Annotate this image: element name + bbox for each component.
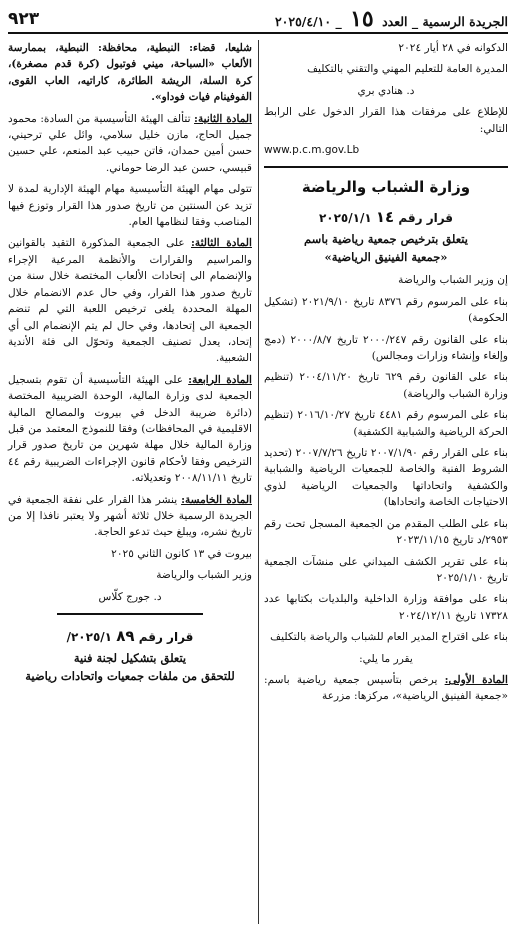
- decree-2-label: قرار رقم: [138, 630, 194, 644]
- previous-decree-signer: د. هنادي بري: [357, 84, 415, 97]
- article-1-location: شليعا، قضاء: النبطية، محافظة: النبطية، بممارسة الألعاب: [8, 42, 252, 71]
- decree-intro: إن وزير الشباب والرياضة: [398, 274, 508, 287]
- recital-3: بناء على القانون رقم ٦٢٩ تاريخ ٢٠٠٤/١١/٢٠ (تنظيم وزارة الشباب والرياضة): [264, 371, 508, 400]
- decree-date: ٢٠٢٥/١/١: [318, 210, 372, 225]
- decree-2-number: ٨٩: [116, 627, 135, 645]
- left-column: [8, 40, 252, 928]
- article-4-label: المادة الرابعة:: [188, 373, 252, 386]
- article-1-text: يرخص بتأسيس جمعية رياضية باسم: «جمعية الفينيق الرياضية»، مركزها: مزرعة: [264, 673, 508, 703]
- article-2-label: المادة الثانية:: [194, 112, 253, 125]
- article-5-text: ينشر هذا القرار على نفقة الجمعية في الجريدة الرسمية خلال ثلاثة أشهر ولا يعتبر نافذا إلا من تاريخ نشره، ويبلغ حيث تدعو الحاجة.: [8, 493, 252, 539]
- article-4: [8, 372, 252, 487]
- decree-heading: [264, 206, 508, 229]
- decree-2-subject: [8, 650, 252, 686]
- annex-note: للإطلاع على مرفقات هذا القرار الدخول على الرابط التالي:: [264, 106, 508, 135]
- signature-date: بيروت في ١٣ كانون الثاني ٢٠٢٥: [111, 547, 252, 560]
- article-1-label: المادة الأولى:: [444, 673, 508, 686]
- page-number: ٩٢٣: [8, 9, 40, 29]
- issue-date: _ ٢٠٢٥/٤/١٠: [274, 14, 342, 29]
- article-3: [8, 235, 252, 366]
- column-divider: [258, 40, 259, 924]
- article-5-label: المادة الخامسة:: [181, 493, 252, 506]
- decides-line: يقرر ما يلي:: [359, 652, 413, 665]
- article-3-label: المادة الثالثة:: [191, 237, 252, 250]
- previous-decree-issuer: المديرة العامة للتعليم المهني والتقني بالتكليف: [307, 63, 508, 76]
- section-separator: [57, 613, 203, 615]
- ministry-heading: وزارة الشباب والرياضة: [264, 166, 508, 199]
- decree-subject-line2: «جمعية الفينيق الرياضية»: [324, 249, 448, 264]
- article-3-text: على الجمعية المذكورة التقيد بالقوانين والمراسيم والقرارات والأنظمة المرعية الإجراء والإنضمام الى إتحادات الألعاب المختصة خلال سنة من تاريخ صدور هذا القرار، وفي حال عدم الانضمام خلال المهلة المحددة يلغى ترخيص اللعبة التي لم تنضم الجمعية الى إتحادها، وفي حال لم يتم الإنضمام الى أي إتحاد، يعدل تصنيف الجمعية وتحوّل الى فئة الأندية الشعبية.: [8, 237, 252, 365]
- article-5: [8, 492, 252, 541]
- article-4-text: على الهيئة التأسيسية أن تقوم بتسجيل الجمعية لدى وزارة المالية، الوحدة الضريبية المختصة (دائرة ضريبة الدخل في بيروت والمصالح المالية الاقليمية في المحافظات) وفقا للنموذج المعتمد من قبل وزارة المالية خلال مهلة شهرين من تاريخ صدور قرار الترخيص وفقا لأحكام قانون الإجراءات الضريبية رقم ٤٤ تاريخ ٢٠٠٨/١١/١١ وتعديلاته.: [8, 373, 252, 485]
- publication-info: [275, 6, 508, 32]
- decree-2-subject-line1: يتعلق بتشكيل لجنة فنية: [73, 651, 187, 666]
- article-2: [8, 111, 252, 177]
- article-1-games: «السباحة، ميني فوتبول (كرة قدم مصغرة)، كرة السلة، الريشة الطائرة، كاراتيه، العاب القوى، الفوفينام فيات فوداو».: [8, 58, 252, 104]
- article-2-text: تتألف الهيئة التأسيسية من السادة: محمود جميل الحاج، مازن خليل سلامي، وائل علي ترحيني، حسن أمين حمدان، فاتن حبيب عبد المنعم، علي حسين قبيسي، حسن عبد الرضا حوماني.: [8, 112, 252, 174]
- signature-title: وزير الشباب والرياضة: [156, 569, 252, 582]
- recital-5: بناء على القرار رقم ٢٠٠٧/١/٩٠ تاريخ ٢٠٠٧/٧/٢٦ (تحديد الشروط الفنية والخاصة للجمعيات الرياضية والشبابية والكشفية واتحاداتها والجمعيات الرياضية لذوي الاحتياجات الخاصة واتحاداها): [264, 447, 508, 509]
- recital-2: بناء على القانون رقم ٢٠٠٠/٢٤٧ تاريخ ٢٠٠٠/٨/٧ (دمج وإلغاء وإنشاء وزارات ومجالس): [264, 333, 508, 363]
- article-1: [264, 672, 508, 705]
- page-header: [8, 6, 508, 34]
- article-2-paragraph-2: تتولى مهام الهيئة التأسيسية مهام الهيئة الإدارية لمدة لا تزيد عن السنتين من تاريخ صدور هذا القرار وتوزع فيها المناصب وفقا لنظامها العام.: [8, 183, 252, 229]
- recital-6: بناء على الطلب المقدم من الجمعية المسجل تحت رقم ٢٩٥٣/د تاريخ ٢٠٢٣/١١/١٥: [264, 517, 508, 547]
- previous-decree-date: الدكوانه في ٢٨ أيار ٢٠٢٤: [398, 42, 508, 54]
- publication-title: الجريدة الرسمية _ العدد: [382, 14, 508, 29]
- recital-8: بناء على موافقة وزارة الداخلية والبلديات بكتابها عدد ١٧٣٢٨ تاريخ ٢٠٢٤/١٢/١١: [264, 593, 508, 622]
- annex-link[interactable]: www.p.c.m.gov.Lb: [264, 144, 360, 157]
- decree-label: قرار رقم: [398, 210, 454, 225]
- recital-4: بناء على المرسوم رقم ٤٤٨١ تاريخ ٢٠١٦/١٠/٢٧ (تنظيم الحركة الرياضية والشبابية الكشفية): [264, 409, 508, 438]
- decree-number: ١٤: [375, 207, 395, 226]
- right-column: [264, 40, 508, 928]
- decree-2-date: ٢٠٢٥/١/: [66, 630, 112, 644]
- signature-name: د. جورج كلّاس: [98, 590, 162, 603]
- decree-subject-line1: يتعلق بترخيص جمعية رياضية باسم: [304, 231, 468, 246]
- article-1-continued: [8, 40, 252, 106]
- recital-1: بناء على المرسوم رقم ٨٣٧٦ تاريخ ٢٠٢١/٩/١٠ (تشكيل الحكومة): [264, 295, 508, 325]
- decree-subject: [264, 231, 508, 267]
- recital-9: بناء على اقتراح المدير العام للشباب والرياضة بالتكليف: [270, 631, 508, 644]
- decree-2-heading: [8, 625, 252, 648]
- recital-7: بناء على تقرير الكشف الميداني على منشآت الجمعية تاريخ ٢٠٢٥/١/١٠: [264, 555, 508, 584]
- decree-2-subject-line2: للتحقق من ملفات جمعيات واتحادات رياضية: [25, 669, 235, 684]
- issue-number: ١٥: [350, 6, 374, 32]
